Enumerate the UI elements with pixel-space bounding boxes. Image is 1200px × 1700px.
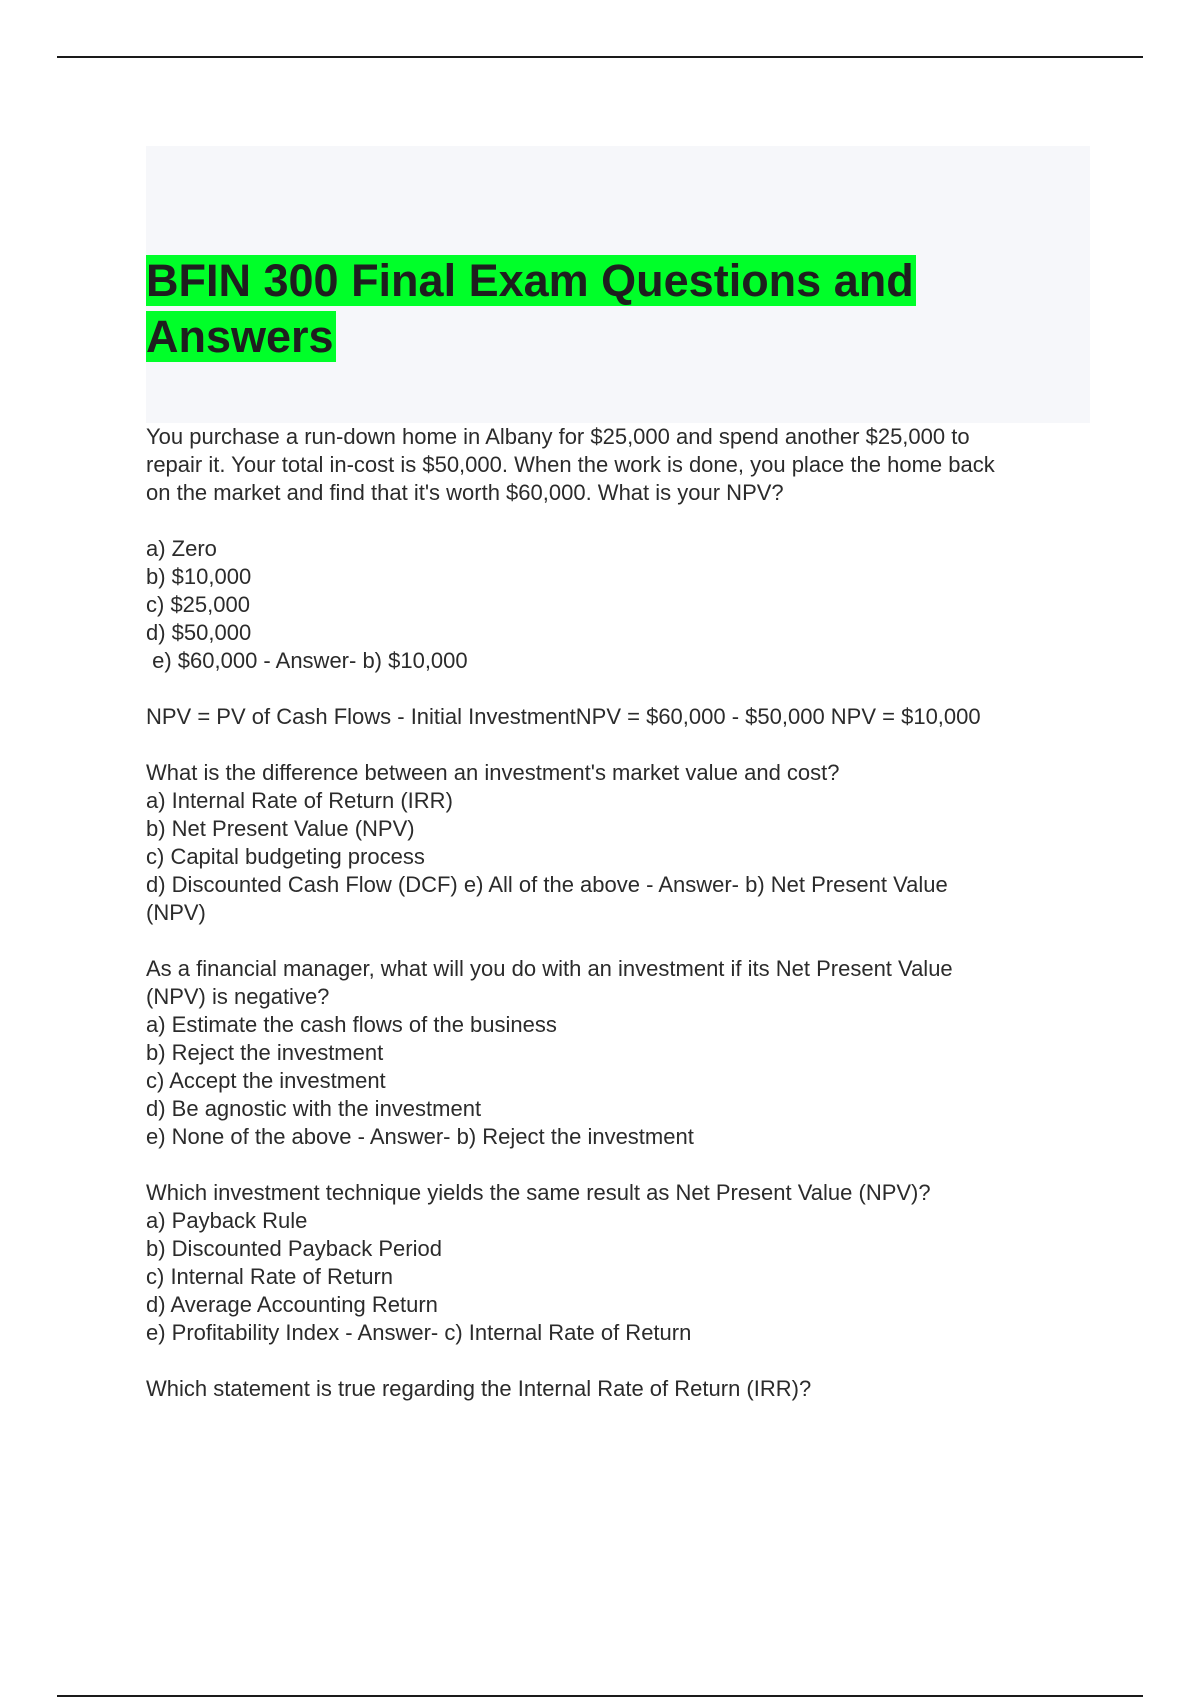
question-3-line: d) Be agnostic with the investment [146,1096,482,1121]
question-4-line: d) Average Accounting Return [146,1292,438,1317]
question-1-explanation: NPV = PV of Cash Flows - Initial InvestmentNPV = $60,000 - $50,000 NPV = $10,000 [146,704,981,729]
question-4-line: e) Profitability Index - Answer- c) Internal Rate of Return [146,1320,692,1345]
question-1-option-answer: e) $60,000 - Answer- b) $10,000 [146,648,468,673]
document-body [146,146,1090,1403]
question-4-line: Which investment technique yields the same result as Net Present Value (NPV)? [146,1180,931,1205]
title-band [146,146,1090,423]
question-2-line: What is the difference between an investment's market value and cost? [146,760,840,785]
question-4 [146,1179,1090,1347]
question-4-line: a) Payback Rule [146,1208,308,1233]
question-2 [146,759,1090,927]
question-1-option: b) $10,000 [146,564,252,589]
question-2-line: (NPV) [146,900,206,925]
question-4-line: b) Discounted Payback Period [146,1236,442,1261]
question-3-line: a) Estimate the cash flows of the business [146,1012,557,1037]
bottom-rule [57,1695,1143,1697]
top-rule [57,56,1143,58]
question-4-line: c) Internal Rate of Return [146,1264,394,1289]
question-2-line: d) Discounted Cash Flow (DCF) e) All of the above - Answer- b) Net Present Value [146,872,948,897]
question-2-line: a) Internal Rate of Return (IRR) [146,788,453,813]
question-3-line: c) Accept the investment [146,1068,386,1093]
question-3 [146,955,1090,1151]
question-1-option: d) $50,000 [146,620,252,645]
question-1-option: c) $25,000 [146,592,250,617]
question-5 [146,1375,1090,1403]
document-title [146,253,916,365]
question-3-line: b) Reject the investment [146,1040,384,1065]
question-1-option: a) Zero [146,536,217,561]
question-5-line: Which statement is true regarding the Internal Rate of Return (IRR)? [146,1376,812,1401]
question-1 [146,423,1090,731]
question-1-line: You purchase a run-down home in Albany for $25,000 and spend another $25,000 to [146,424,970,449]
question-3-line: As a financial manager, what will you do with an investment if its Net Present Value [146,956,953,981]
question-3-line: (NPV) is negative? [146,984,330,1009]
question-1-line: repair it. Your total in-cost is $50,000. When the work is done, you place the home back [146,452,995,477]
question-2-line: b) Net Present Value (NPV) [146,816,415,841]
title-line-1: BFIN 300 Final Exam Questions and [146,255,914,306]
question-2-line: c) Capital budgeting process [146,844,425,869]
title-line-2: Answers [146,311,334,362]
question-3-line: e) None of the above - Answer- b) Reject the investment [146,1124,694,1149]
question-1-line: on the market and find that it's worth $60,000. What is your NPV? [146,480,784,505]
